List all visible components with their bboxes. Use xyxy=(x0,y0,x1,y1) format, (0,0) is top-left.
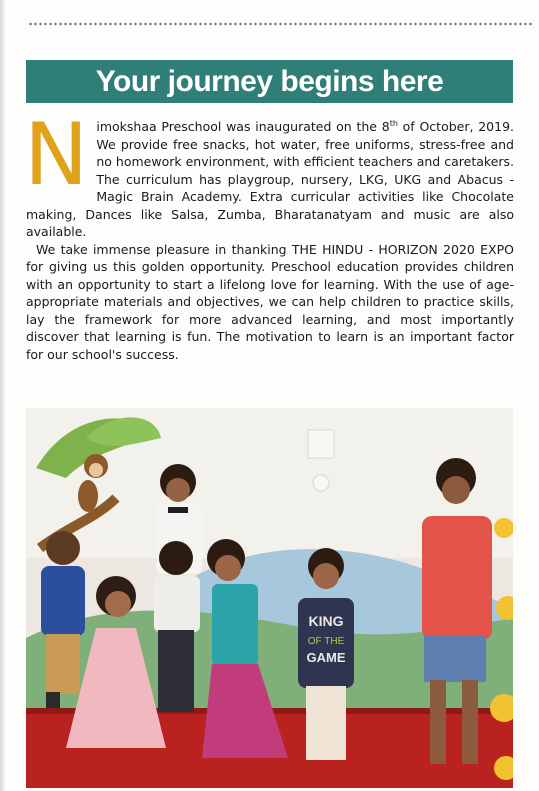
dotted-rule xyxy=(28,21,534,27)
shirt-text-2: OF THE xyxy=(307,636,345,647)
headline: Your journey begins here xyxy=(95,64,444,98)
page-edge xyxy=(0,0,5,791)
photo-illustration xyxy=(26,408,513,788)
headline-banner xyxy=(26,60,513,103)
shirt-text-1: KING xyxy=(308,613,344,629)
ordinal-suffix: th xyxy=(389,118,398,128)
article-body xyxy=(24,105,514,363)
paragraph-1-text-b: of October, 2019. We provide free snacks, hot water, free uniforms, stress-free and no homework environment, with efficient teachers and caretakers. The curriculum has playgroup, nursery, LKG, UKG and Abacus - Magic Brain Academy. Extra curricular activities like Chocolate making, Dances like Salsa, Zumba, Bharatanatyam and music are also available. xyxy=(26,119,514,239)
shirt-text-3: GAME xyxy=(306,650,346,665)
classroom-photo xyxy=(26,408,513,788)
paragraph-2: We take immense pleasure in thanking THE HINDU - HORIZON 2020 EXPO for giving us this golden opportunity. Preschool education provides children with an opportunity to start a lifelong love for learning. With the use of age-appropriate materials and objectives, we can help children to practice skills, lay the framework for more advanced learning, and most importantly discover that learning is fun. The motivation to learn is an important factor for our school's success. xyxy=(26,241,514,362)
paragraph-1-text-a: imokshaa Preschool was inaugurated on the 8 xyxy=(96,119,390,134)
drop-cap: N xyxy=(24,105,89,205)
paragraph-1 xyxy=(24,105,514,241)
